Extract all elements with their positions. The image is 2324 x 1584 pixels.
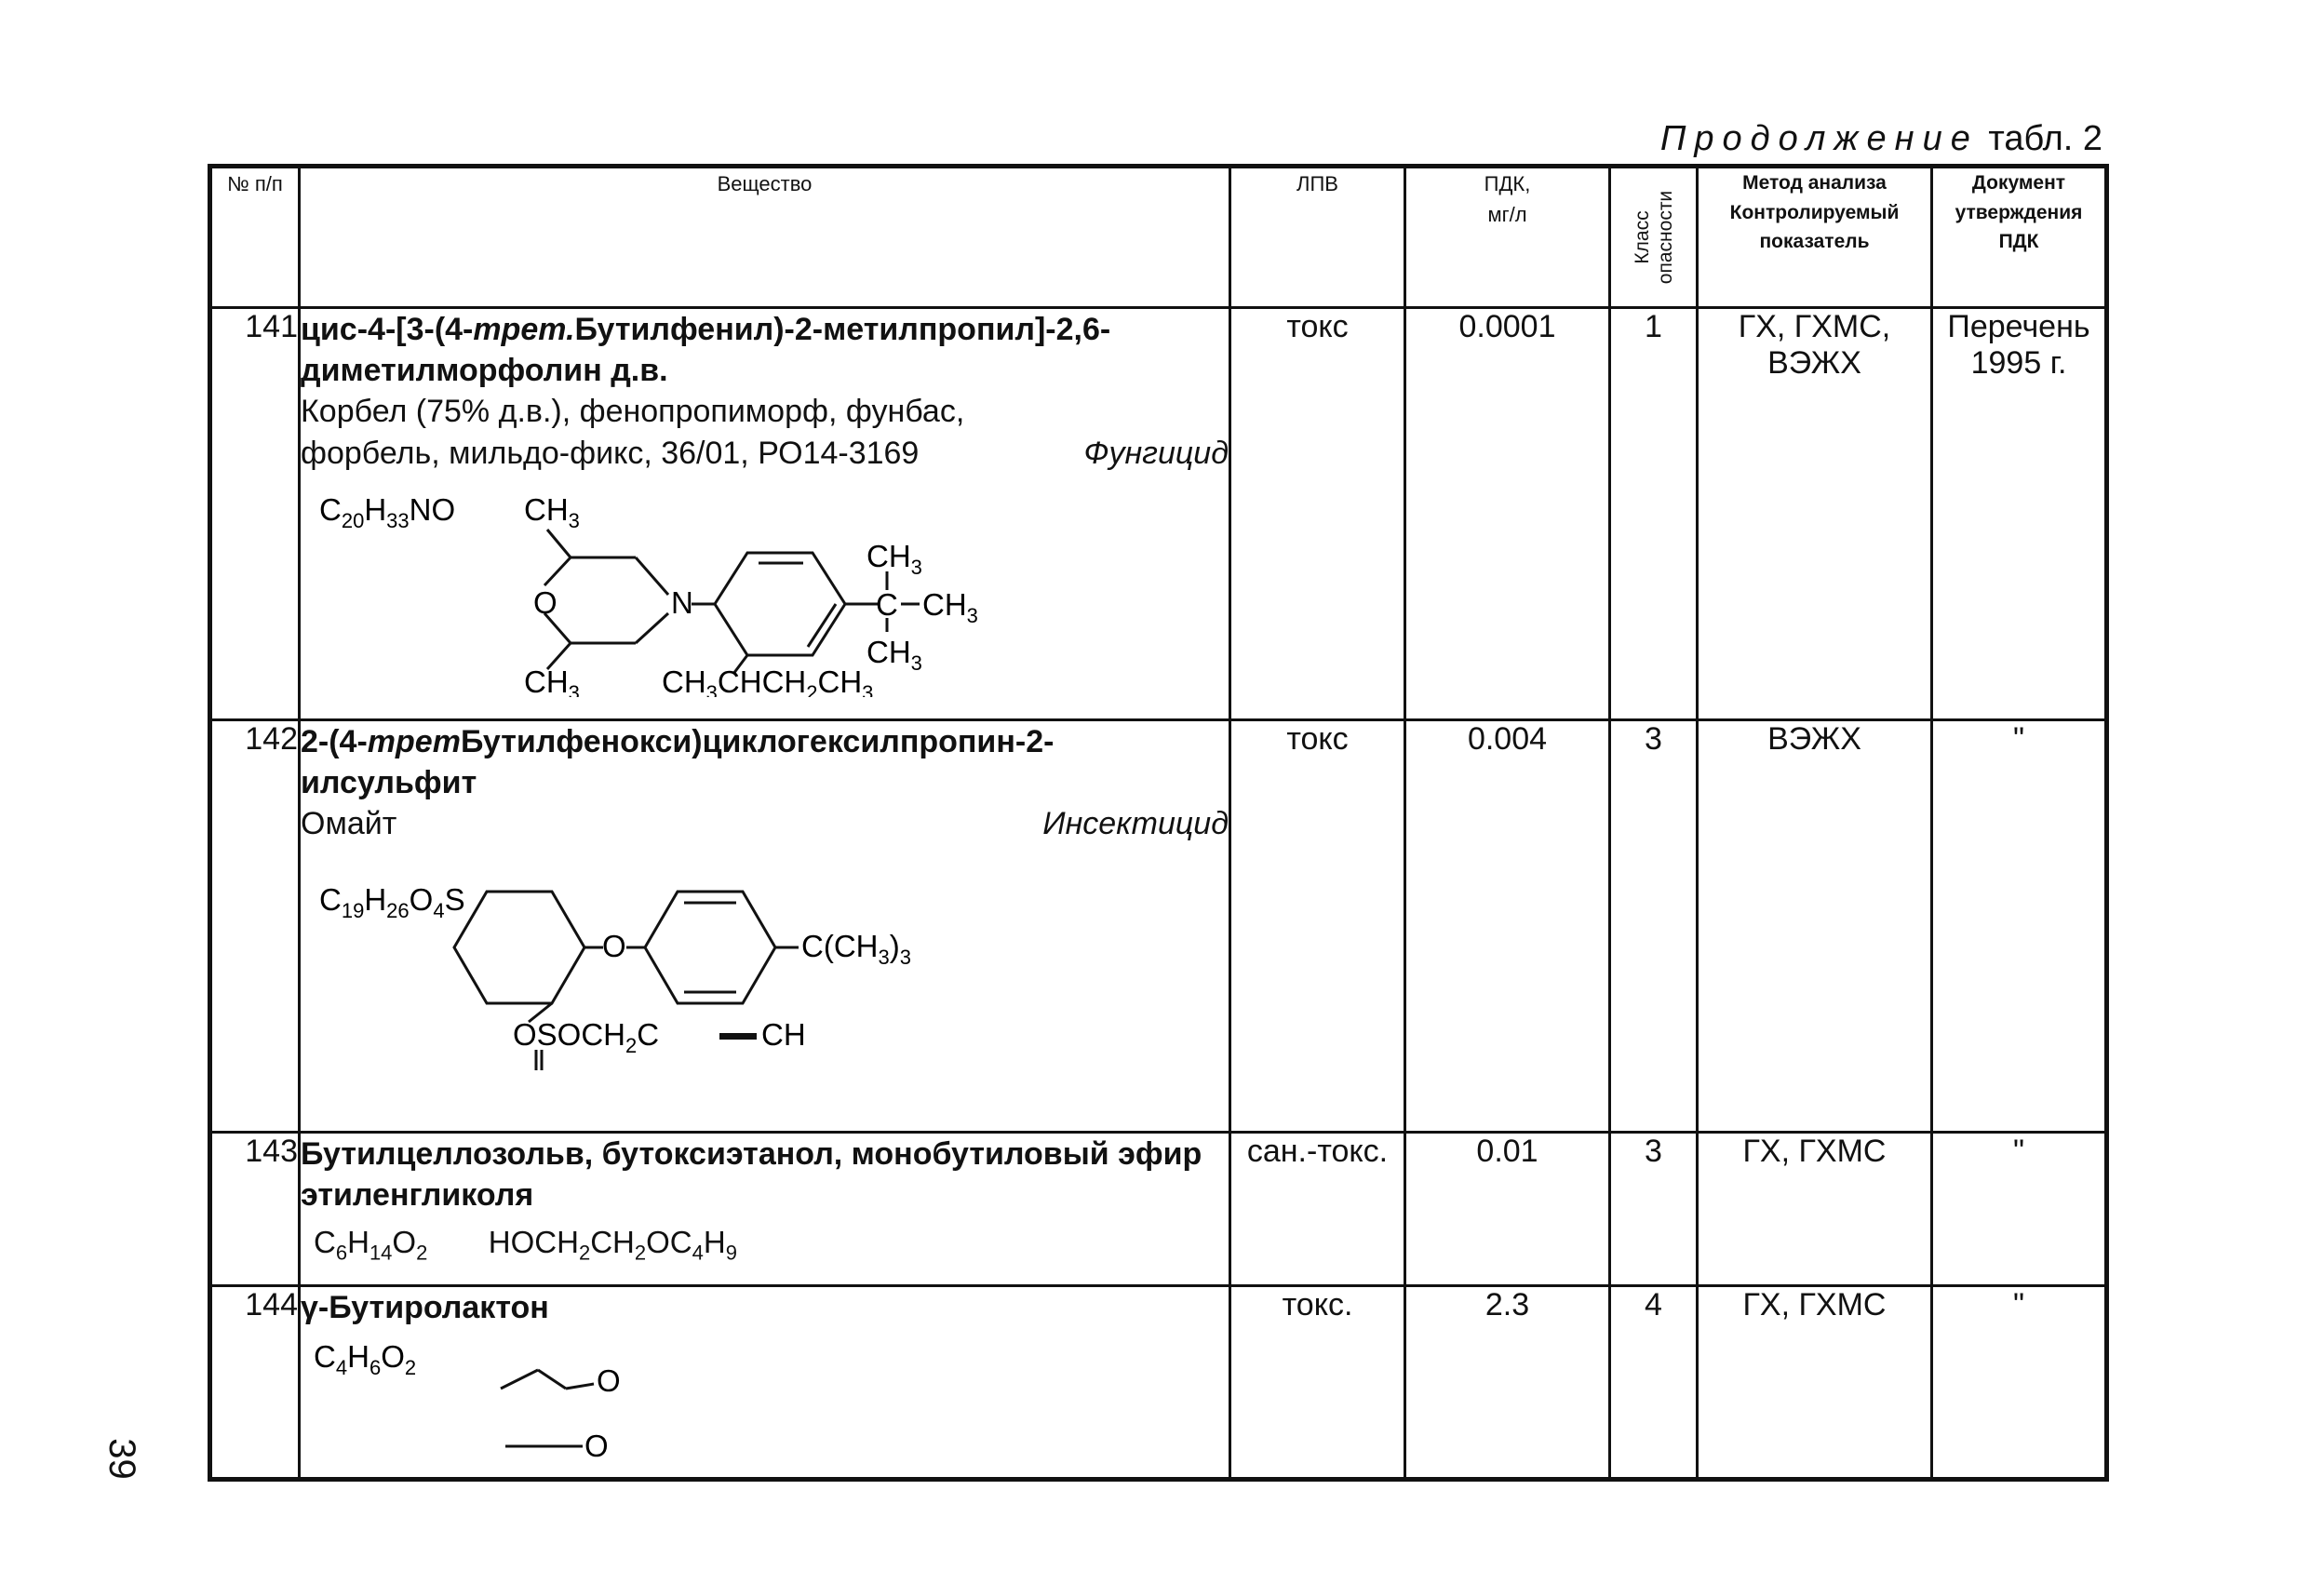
document-cell: " [1932,1133,2107,1286]
header-pdk-label: ПДК, [1484,172,1531,195]
header-method [1698,167,1932,308]
lpv-cell: токс [1230,720,1405,1133]
substances-table [208,164,2109,1482]
class-cell: 3 [1610,1133,1698,1286]
document-cell: " [1932,720,2107,1133]
class-cell: 3 [1610,720,1698,1133]
table-row [210,1286,2107,1480]
structural-formula-diagram [301,854,1213,1078]
pdk-cell: 0.004 [1405,720,1610,1133]
svg-text:CH3: $CH_3$ [922,586,978,627]
structural-formula: $HOCH_2CH_2OC_4H_9$ [488,1225,737,1265]
header-method-line3: показатель [1759,231,1870,252]
molecular-formula: $C_6H_{14}O_2$ [314,1225,428,1265]
substance-cell [300,720,1230,1133]
substance-synonyms: Омайт [301,806,397,842]
lpv-cell: токс. [1230,1286,1405,1480]
svg-text:CH3: $CH_3$ [866,634,922,675]
table-header-row [210,167,2107,308]
pdk-cell: 0.0001 [1405,308,1610,720]
molecular-formula: $C_4H_6O_2$ [314,1339,417,1380]
lpv-cell: токс [1230,308,1405,720]
table-row [210,308,2107,720]
svg-text:O: O [584,1429,609,1459]
substance-meta [301,803,1229,844]
row-number: 141 [210,308,300,720]
svg-text:O: O [597,1363,621,1399]
svg-text:C(CH3)3: $C(CH_3)_3$ [801,928,911,969]
substance-name: цис-4-[3-(4-трет.Бутилфенил)-2-метилпропил]-2,6-диметилморфолин д.в. [301,312,1111,389]
substance-meta [301,391,1229,473]
row-number: 143 [210,1133,300,1286]
svg-text:N: N [671,584,693,620]
header-class [1610,167,1698,308]
substance-name: γ-Бутиролактон [301,1290,549,1325]
substance-name: 2-(4-третБутилфенокси)циклогексилпропин-2-илсульфит [301,724,1055,801]
page-number: 39 [101,1438,142,1480]
method-cell: ГХ, ГХМС [1698,1286,1932,1480]
row-number: 142 [210,720,300,1133]
header-class-line1: Класс [1631,210,1653,264]
svg-text:O: O [533,584,557,620]
header-lpv: ЛПВ [1230,167,1405,308]
lpv-cell: сан.-токс. [1230,1133,1405,1286]
method-cell: ВЭЖХ [1698,720,1932,1133]
structural-formula-diagram [301,1337,859,1458]
header-doc-line1: Документ [1971,172,2066,194]
molecular-formula: $C_{20}H_{33}NO$ [319,491,456,532]
header-doc-line2: утверждения [1955,201,2083,223]
method-cell: ГХ, ГХМС, ВЭЖХ [1698,308,1932,720]
header-num: № п/п [210,167,300,308]
substance-use: Инсектицид [1042,806,1229,842]
svg-text:CH3: $CH_3$ [524,664,580,697]
structure-block [301,1225,1229,1266]
header-class-line2: опасности [1654,190,1676,285]
header-pdk [1405,167,1610,308]
table-continuation-label [1660,119,2102,159]
document-cell: Перечень 1995 г. [1932,308,2107,720]
class-cell: 1 [1610,308,1698,720]
structural-formula-diagram [301,483,1213,697]
header-document [1932,167,2107,308]
method-cell: ГХ, ГХМС [1698,1133,1932,1286]
header-substance: Вещество [300,167,1230,308]
pdk-cell: 0.01 [1405,1133,1610,1286]
molecular-formula: $C_{19}H_{26}O_4S$ [319,881,465,922]
svg-text:O: O [602,928,626,963]
header-pdk-unit: мг/л [1487,203,1527,226]
structure-block [301,1337,1229,1467]
pdk-cell: 2.3 [1405,1286,1610,1480]
substance-name: Бутилцеллозольв, бутоксиэтанол, монобутиловый эфир этиленгликоля [301,1136,1202,1214]
row-number: 144 [210,1286,300,1480]
header-method-line1: Метод анализа [1742,172,1887,194]
svg-text:CH3: $CH_3$ [866,538,922,579]
substance-use: Фунгицид [1083,435,1229,471]
svg-text:OSOCH2C: $OSOCH_2C$ [513,1016,660,1057]
svg-text:CH: CH [761,1016,806,1052]
svg-text:CH3CHCH2CH3: $CH_3CHCH_2CH_3$ [662,664,874,697]
svg-text:C: C [876,586,898,622]
table-row [210,720,2107,1133]
structure-block [301,483,1229,705]
header-method-line2: Контролируемый [1729,201,1900,223]
table-row [210,1133,2107,1286]
continuation-italic: Продолжение [1659,119,1979,158]
header-doc-line3: ПДК [1998,231,2039,252]
substance-cell [300,308,1230,720]
document-cell: " [1932,1286,2107,1480]
structure-block [301,854,1229,1086]
substance-cell [300,1133,1230,1286]
continuation-rest: табл. 2 [1988,119,2102,158]
substance-synonyms: Корбел (75% д.в.), фенопропиморф, фунбас, форбель, мильдо-фикс, 36/01, РО14-3169 [301,394,965,471]
svg-text:CH3: $CH_3$ [524,491,580,532]
class-cell: 4 [1610,1286,1698,1480]
substance-cell [300,1286,1230,1480]
